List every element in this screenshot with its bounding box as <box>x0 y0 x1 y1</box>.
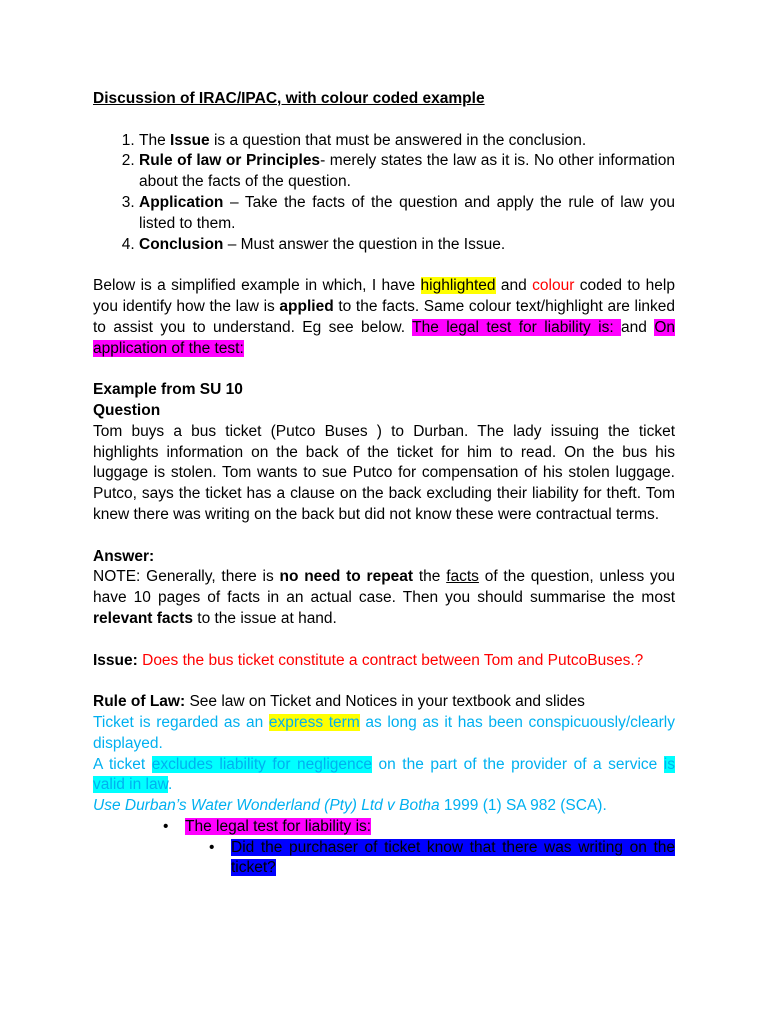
legal-test-highlight: The legal test for liability is: <box>412 318 622 336</box>
question-text: Tom buys a bus ticket (Putco Buses ) to Durban. The lady issuing the ticket highlights information on the back of the ticket for him to read. On the bus his luggage is stolen. Tom wants to sue Putco for compensation of his stolen luggage. Putco, says the ticket has a clause on the back excluding their liability for theft. Tom knew there was writing on the back but did not know these were contractual terms. <box>93 422 675 523</box>
answer-heading: Answer: <box>93 547 155 565</box>
case-citation: Use Durban’s Water Wonderland (Pty) Ltd v Botha 1999 (1) SA 982 (SCA). <box>93 797 607 815</box>
colour-word: colour <box>532 277 575 295</box>
rule-heading: Rule of Law: See law on Ticket and Notices in your textbook and slides <box>93 693 585 711</box>
list-item: 3. Application – Take the facts of the question and apply the rule of law you listed to them. <box>139 193 675 235</box>
rule-line-1: Ticket is regarded as an express term as long as it has been conspicuously/clearly displayed. <box>93 713 675 752</box>
application-highlight: On application of the test: <box>93 318 675 357</box>
bullet-icon: • <box>163 817 169 835</box>
list-item: 2. Rule of law or Principles- merely states the law as it is. No other information about the facts of the question. <box>139 151 675 193</box>
example-heading: Example from SU 10 <box>93 381 243 399</box>
note-paragraph: NOTE: Generally, there is no need to repeat the facts of the question, unless you have 10 pages of facts in an actual case. Then you should summarise the most relevant facts to the issue at hand. <box>93 568 675 627</box>
highlighted-word: highlighted <box>420 277 496 295</box>
bullet-legal-test: • The legal test for liability is: <box>93 817 675 838</box>
issue-paragraph: Issue: Does the bus ticket constitute a contract between Tom and PutcoBuses.? <box>93 651 644 669</box>
intro-paragraph: Below is a simplified example in which, I have highlighted and colour coded to help you identify how the law is applied to the facts. Same colour text/highlight are linked to assist you to understand. Eg see below. The legal test for liability is: and On application of the test: <box>93 277 676 357</box>
irac-list <box>93 131 675 256</box>
list-item: 1. The Issue is a question that must be answered in the conclusion. <box>139 131 675 152</box>
document-title: Discussion of IRAC/IPAC, with colour coded example <box>93 90 485 107</box>
list-item: 4. Conclusion – Must answer the question in the Issue. <box>139 235 675 256</box>
rule-line-2: A ticket excludes liability for negligence on the part of the provider of a service is valid in law. <box>93 755 675 794</box>
bullet-sub-question: • Did the purchaser of ticket know that there was writing on the ticket? <box>209 838 675 877</box>
question-heading: Question <box>93 401 161 419</box>
bullet-icon: • <box>209 838 215 856</box>
document-body <box>93 89 675 879</box>
